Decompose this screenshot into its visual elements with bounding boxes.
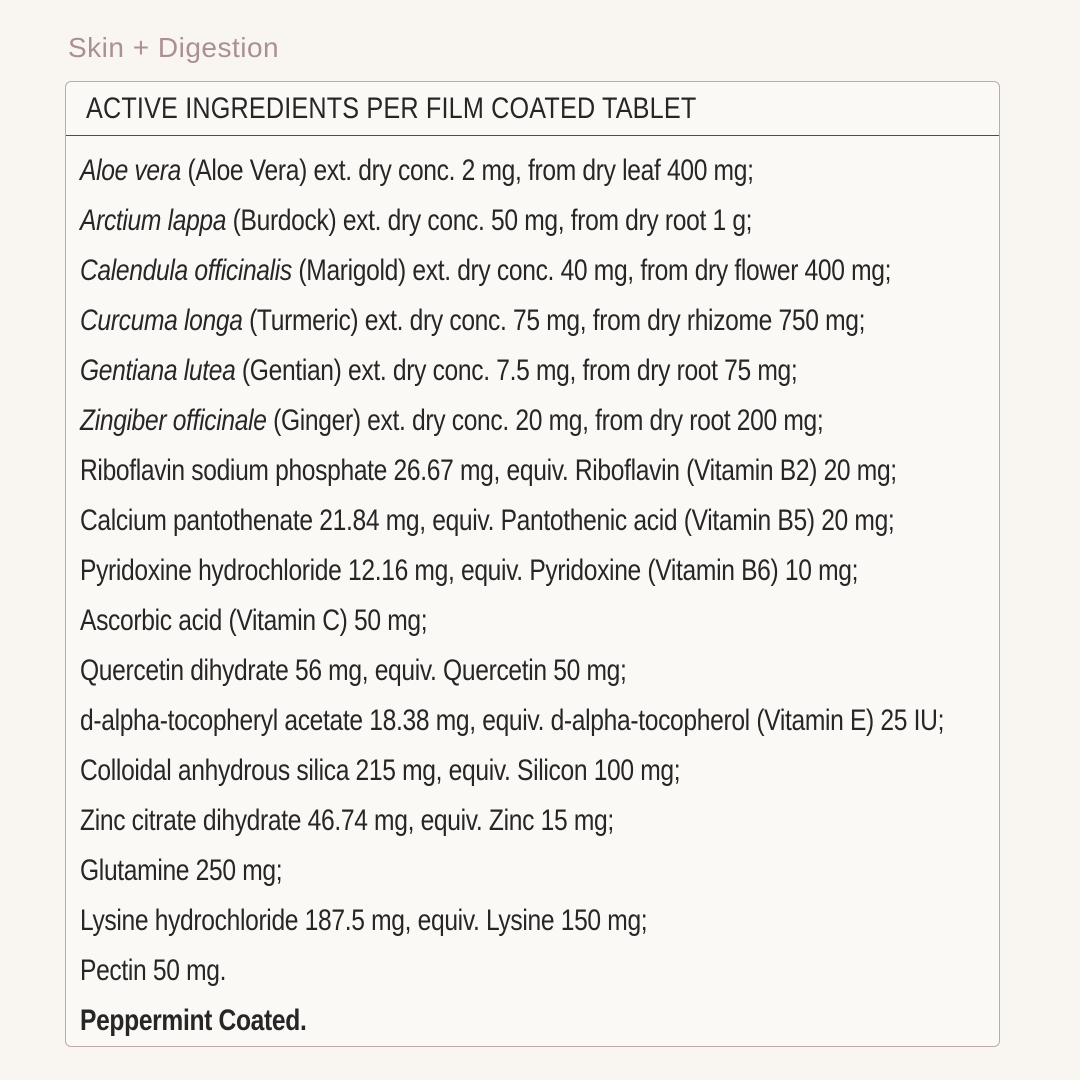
ingredient-text: Zinc citrate dihydrate 46.74 mg, equiv. Zinc 15 mg; (80, 804, 614, 837)
ingredient-row (80, 796, 999, 846)
ingredient-text: Pyridoxine hydrochloride 12.16 mg, equiv. Pyridoxine (Vitamin B6) 10 mg; (80, 554, 859, 587)
ingredient-row (80, 946, 999, 996)
ingredient-latin-name: Gentiana lutea (80, 354, 236, 387)
ingredient-text: Pectin 50 mg. (80, 954, 227, 987)
ingredient-text: Quercetin dihydrate 56 mg, equiv. Quercetin 50 mg; (80, 654, 627, 687)
ingredient-text: (Gentian) ext. dry conc. 7.5 mg, from dry root 75 mg; (235, 354, 798, 387)
ingredients-panel (65, 81, 1000, 1047)
ingredient-row (80, 196, 999, 246)
product-title: Skin + Digestion (68, 32, 280, 63)
coating-note-text: Peppermint Coated. (80, 1004, 307, 1037)
ingredient-row (80, 346, 999, 396)
ingredient-text: (Burdock) ext. dry conc. 50 mg, from dry root 1 g; (226, 204, 753, 237)
ingredient-text: (Marigold) ext. dry conc. 40 mg, from dry flower 400 mg; (291, 254, 892, 287)
ingredient-row (80, 696, 999, 746)
ingredient-row (80, 646, 999, 696)
ingredient-text: Ascorbic acid (Vitamin C) 50 mg; (80, 604, 428, 637)
ingredient-row (80, 146, 999, 196)
ingredient-latin-name: Zingiber officinale (80, 404, 267, 437)
ingredients-header-label: ACTIVE INGREDIENTS PER FILM COATED TABLET (86, 91, 697, 125)
ingredient-text: d-alpha-tocopheryl acetate 18.38 mg, equiv. d-alpha-tocopherol (Vitamin E) 25 IU; (80, 704, 945, 737)
ingredient-row (80, 596, 999, 646)
ingredient-list (66, 136, 999, 1046)
ingredient-text: Calcium pantothenate 21.84 mg, equiv. Pantothenic acid (Vitamin B5) 20 mg; (80, 504, 895, 537)
ingredient-row (80, 446, 999, 496)
ingredient-row (80, 246, 999, 296)
ingredient-text: (Turmeric) ext. dry conc. 75 mg, from dry rhizome 750 mg; (242, 304, 866, 337)
ingredient-row (80, 746, 999, 796)
ingredient-text: Lysine hydrochloride 187.5 mg, equiv. Lysine 150 mg; (80, 904, 648, 937)
ingredient-text: Glutamine 250 mg; (80, 854, 283, 887)
ingredient-latin-name: Calendula officinalis (80, 254, 292, 287)
ingredient-latin-name: Aloe vera (80, 154, 181, 187)
ingredient-latin-name: Arctium lappa (80, 204, 227, 237)
ingredient-text: (Aloe Vera) ext. dry conc. 2 mg, from dry leaf 400 mg; (180, 154, 754, 187)
ingredient-text: Colloidal anhydrous silica 215 mg, equiv. Silicon 100 mg; (80, 754, 681, 787)
ingredients-header (66, 82, 999, 136)
ingredient-row (80, 896, 999, 946)
ingredient-row (80, 546, 999, 596)
ingredient-latin-name: Curcuma longa (80, 304, 243, 337)
ingredient-row (80, 296, 999, 346)
ingredient-text: (Ginger) ext. dry conc. 20 mg, from dry root 200 mg; (266, 404, 824, 437)
ingredient-row (80, 496, 999, 546)
coating-note (80, 996, 999, 1046)
ingredient-text: Riboflavin sodium phosphate 26.67 mg, equiv. Riboflavin (Vitamin B2) 20 mg; (80, 454, 897, 487)
ingredient-row (80, 846, 999, 896)
ingredient-row (80, 396, 999, 446)
